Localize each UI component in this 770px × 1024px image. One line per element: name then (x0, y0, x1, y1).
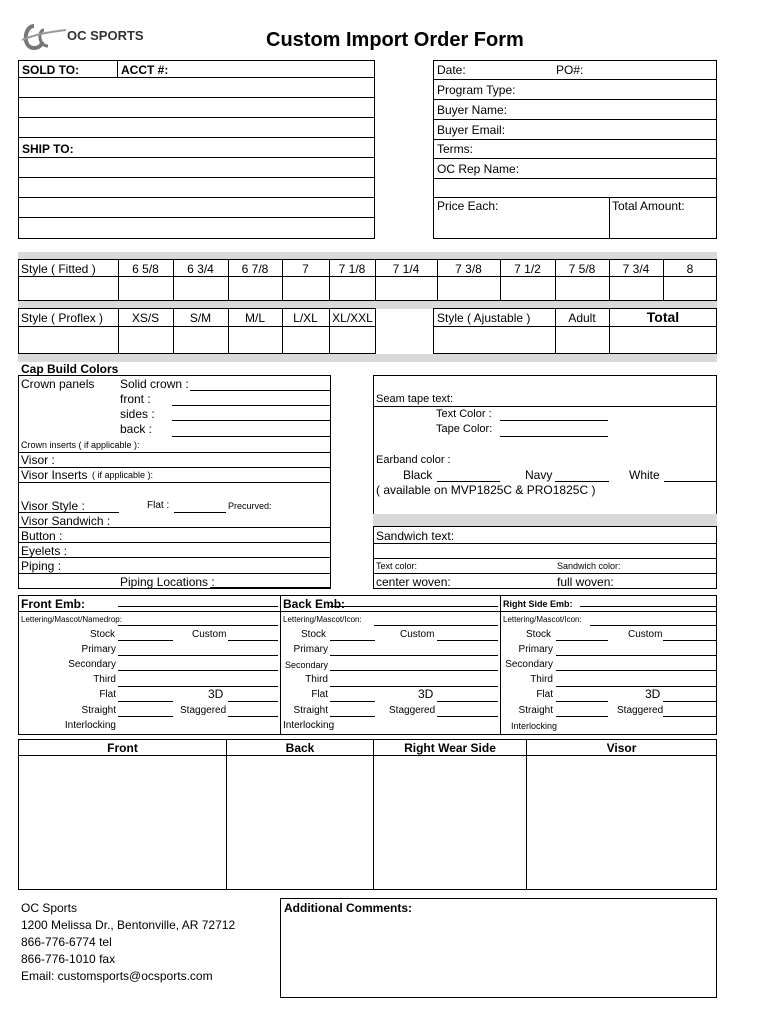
adjustable-style-label: Style ( Ajustable ) (437, 311, 531, 325)
piping-label: Piping : (21, 559, 62, 573)
drawing-views-box (18, 739, 717, 890)
back-emb-title: Back Emb: (283, 597, 346, 611)
precurved-label: Precurved: (228, 501, 272, 511)
view-right-wear-side-label: Right Wear Side (404, 741, 496, 755)
crown-panels-label: Crown panels (21, 377, 95, 391)
footer-address: 1200 Melissa Dr., Bentonville, AR 72712 (21, 918, 236, 932)
acct-label: ACCT #: (121, 63, 169, 77)
footer-company: OC Sports (21, 901, 78, 915)
eyelets-label: Eyelets : (21, 544, 68, 558)
fitted-size: 6 5/8 (132, 262, 159, 276)
proflex-style-label: Style ( Proflex ) (21, 311, 104, 325)
right-lettering-label: Lettering/Mascot/Icon: (503, 615, 582, 624)
proflex-size: L/XL (293, 311, 318, 325)
text-color-label: Text Color : (436, 408, 492, 420)
button-label: Button : (21, 529, 63, 543)
fitted-size: 7 3/8 (455, 262, 482, 276)
crown-inserts-label: Crown inserts ( if applicable ): (21, 440, 140, 450)
fitted-size: 6 3/4 (187, 262, 214, 276)
back-interlocking-label: Interlocking (283, 720, 335, 731)
back-stock-label: Stock (301, 629, 327, 640)
right-stock-label: Stock (526, 629, 552, 640)
flat-label: Flat : (147, 500, 170, 511)
back-third-label: Third (305, 674, 328, 685)
date-label: Date: (437, 63, 466, 77)
fitted-size: 7 1/4 (392, 262, 420, 276)
logo-mark-icon (20, 22, 68, 52)
front-interlocking-label: Interlocking (64, 720, 116, 731)
right-secondary-label: Secondary (505, 659, 553, 670)
terms-label: Terms: (437, 142, 473, 156)
program-type-label: Program Type: (437, 83, 516, 97)
back-primary-label: Primary (293, 644, 328, 655)
total-amount-label: Total Amount: (612, 199, 685, 213)
footer-tel: 866-776-6774 tel (21, 935, 112, 949)
visor-style-label: Visor Style : (21, 499, 85, 513)
view-front-label: Front (107, 741, 138, 755)
back-lettering-label: Lettering/Mascot/Icon: (283, 615, 362, 624)
page-title: Custom Import Order Form (266, 29, 524, 51)
proflex-size: XL/XXL (332, 311, 373, 325)
back-straight-label: Straight (293, 705, 328, 716)
view-back-label: Back (285, 741, 315, 755)
right-3d-label: 3D (645, 687, 661, 701)
back-custom-label: Custom (400, 629, 435, 640)
right-emb-title: Right Side Emb: (503, 599, 573, 609)
cap-build-heading: Cap Build Colors (21, 362, 119, 376)
full-woven-label: full woven: (557, 575, 614, 589)
seam-tape-text-label: Seam tape text: (376, 393, 454, 405)
proflex-size: XS/S (131, 311, 160, 325)
back-secondary-label: Secondary (284, 660, 328, 670)
po-label: PO#: (556, 63, 584, 77)
right-custom-label: Custom (628, 629, 663, 640)
right-third-label: Third (530, 674, 553, 685)
sandwich-color-label: Sandwich color: (557, 561, 621, 571)
fitted-size: 7 3/4 (622, 262, 650, 276)
buyer-name-label: Buyer Name: (437, 103, 508, 117)
fitted-style-label: Style ( Fitted ) (21, 262, 96, 276)
front-primary-label: Primary (81, 644, 116, 655)
earband-color-label: Earband color : (376, 454, 451, 466)
front-label: front : (120, 392, 151, 406)
solid-crown-label: Solid crown : (120, 377, 189, 391)
fitted-size: 7 5/8 (568, 262, 596, 276)
front-3d-label: 3D (208, 687, 224, 701)
rep-name-label: OC Rep Name: (437, 162, 520, 176)
proflex-size: S/M (189, 311, 212, 325)
additional-comments-label: Additional Comments: (284, 901, 412, 915)
earband-black: Black (403, 468, 433, 482)
front-lettering-label: Lettering/Mascot/Namedrop: (21, 615, 122, 624)
right-primary-label: Primary (518, 644, 553, 655)
visor-sandwich-label: Visor Sandwich : (21, 514, 111, 528)
earband-white: White (629, 468, 660, 482)
front-custom-label: Custom (192, 629, 227, 640)
visor-inserts-label: Visor Inserts (21, 468, 88, 482)
front-staggered-label: Staggered (180, 705, 227, 716)
proflex-size: M/L (244, 311, 265, 325)
footer-fax: 866-776-1010 fax (21, 952, 116, 966)
sides-label: sides : (120, 407, 155, 421)
fitted-size: 7 1/8 (338, 262, 366, 276)
price-each-label: Price Each: (437, 199, 499, 213)
tape-color-label: Tape Color: (436, 423, 493, 435)
visor-label: Visor : (21, 453, 55, 467)
right-flat-label: Flat (536, 689, 553, 700)
buyer-email-label: Buyer Email: (437, 123, 506, 137)
back-3d-label: 3D (418, 687, 434, 701)
logo-text: OC SPORTS (67, 28, 144, 43)
back-flat-label: Flat (311, 689, 328, 700)
visor-inserts-note: ( if applicable ): (92, 470, 154, 480)
front-secondary-label: Secondary (68, 659, 116, 670)
sandwich-text-label: Sandwich text: (376, 529, 455, 543)
ship-to-label: SHIP TO: (22, 142, 74, 156)
view-visor-label: Visor (606, 741, 637, 755)
right-staggered-label: Staggered (617, 705, 664, 716)
front-stock-label: Stock (90, 629, 116, 640)
fitted-size: 7 1/2 (514, 262, 541, 276)
center-woven-label: center woven: (376, 575, 451, 589)
adjustable-size: Adult (568, 311, 596, 325)
fitted-size: 8 (686, 262, 694, 276)
back-label: back : (120, 422, 153, 436)
earband-navy: Navy (525, 468, 553, 482)
sold-to-label: SOLD TO: (22, 63, 80, 77)
front-straight-label: Straight (81, 705, 116, 716)
front-flat-label: Flat (99, 689, 116, 700)
earband-availability-note: ( available on MVP1825C & PRO1825C ) (376, 483, 596, 497)
piping-locations-label: Piping Locations : (120, 575, 215, 589)
right-straight-label: Straight (518, 705, 553, 716)
back-staggered-label: Staggered (389, 705, 436, 716)
embroidery-box (18, 595, 717, 735)
front-third-label: Third (93, 674, 116, 685)
footer-email: Email: customsports@ocsports.com (21, 969, 213, 983)
right-interlocking-label: Interlocking (511, 721, 558, 731)
front-emb-title: Front Emb: (21, 597, 85, 611)
fitted-size: 6 7/8 (241, 262, 269, 276)
text-color-small-label: Text color: (376, 561, 418, 571)
total-label: Total (646, 309, 680, 325)
fitted-size: 7 (302, 262, 309, 276)
oc-sports-logo (20, 22, 144, 52)
